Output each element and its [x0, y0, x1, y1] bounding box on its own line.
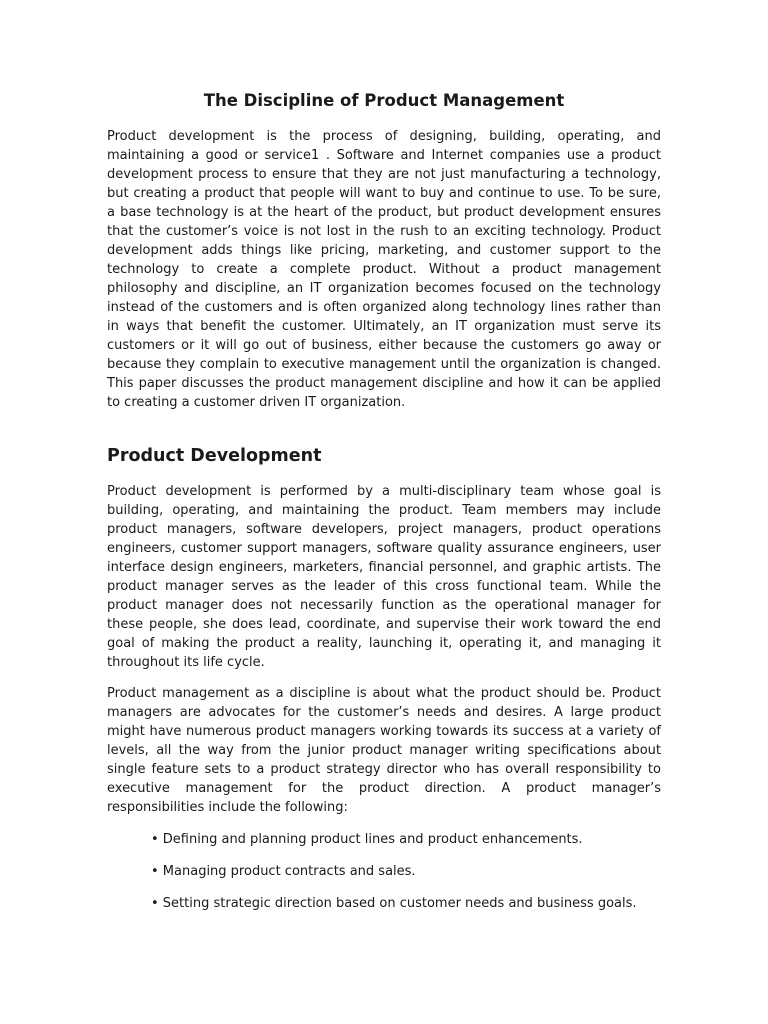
bullet-item: • Defining and planning product lines and product enhancements. — [151, 832, 583, 847]
section-paragraph-1: Product development is performed by a multi-disciplinary team whose goal is building, operating, and maintaining the product. Team members may include product managers, software developers, project managers, product operations engineers, customer support managers, software quality assurance engineers, user interface design engineers, marketers, financial personnel, and graphic artists. The product manager serves as the leader of this cross functional team. While the product manager does not necessarily function as the operational manager for these people, she does lead, coordinate, and supervise their work toward the end goal of making the product a reality, launching it, operating it, and managing it throughout its life cycle. — [107, 484, 661, 670]
section-heading: Product Development — [107, 446, 322, 466]
intro-paragraph: Product development is the process of designing, building, operating, and maintaining a good or service1 . Software and Internet companies use a product development process to ensure that they are not just manufacturing a technology, but creating a product that people will want to buy and continue to use. To be sure, a base technology is at the heart of the product, but product development ensures that the customer’s voice is not lost in the rush to an exciting technology. Product development adds things like pricing, marketing, and customer support to the technology to create a complete product. Without a product management philosophy and discipline, an IT organization becomes focused on the technology instead of the customers and is often organized along technology lines rather than in ways that benefit the customer. Ultimately, an IT organization must serve its customers or it will go out of business, either because the customers go away or because they complain to executive management until the organization is changed. This paper discusses the product management discipline and how it can be applied to creating a customer driven IT organization. — [107, 129, 661, 410]
section-paragraph-2: Product management as a discipline is about what the product should be. Product managers are advocates for the customer’s needs and desires. A large product might have numerous product managers working towards its success at a variety of levels, all the way from the junior product manager writing specifications about single feature sets to a product strategy director who has overall responsibility to executive management for the product direction. A product manager’s responsibilities include the following: — [107, 686, 661, 815]
bullet-item: • Setting strategic direction based on customer needs and business goals. — [151, 896, 637, 911]
document-title: The Discipline of Product Management — [203, 91, 565, 110]
bullet-item: • Managing product contracts and sales. — [151, 864, 416, 879]
